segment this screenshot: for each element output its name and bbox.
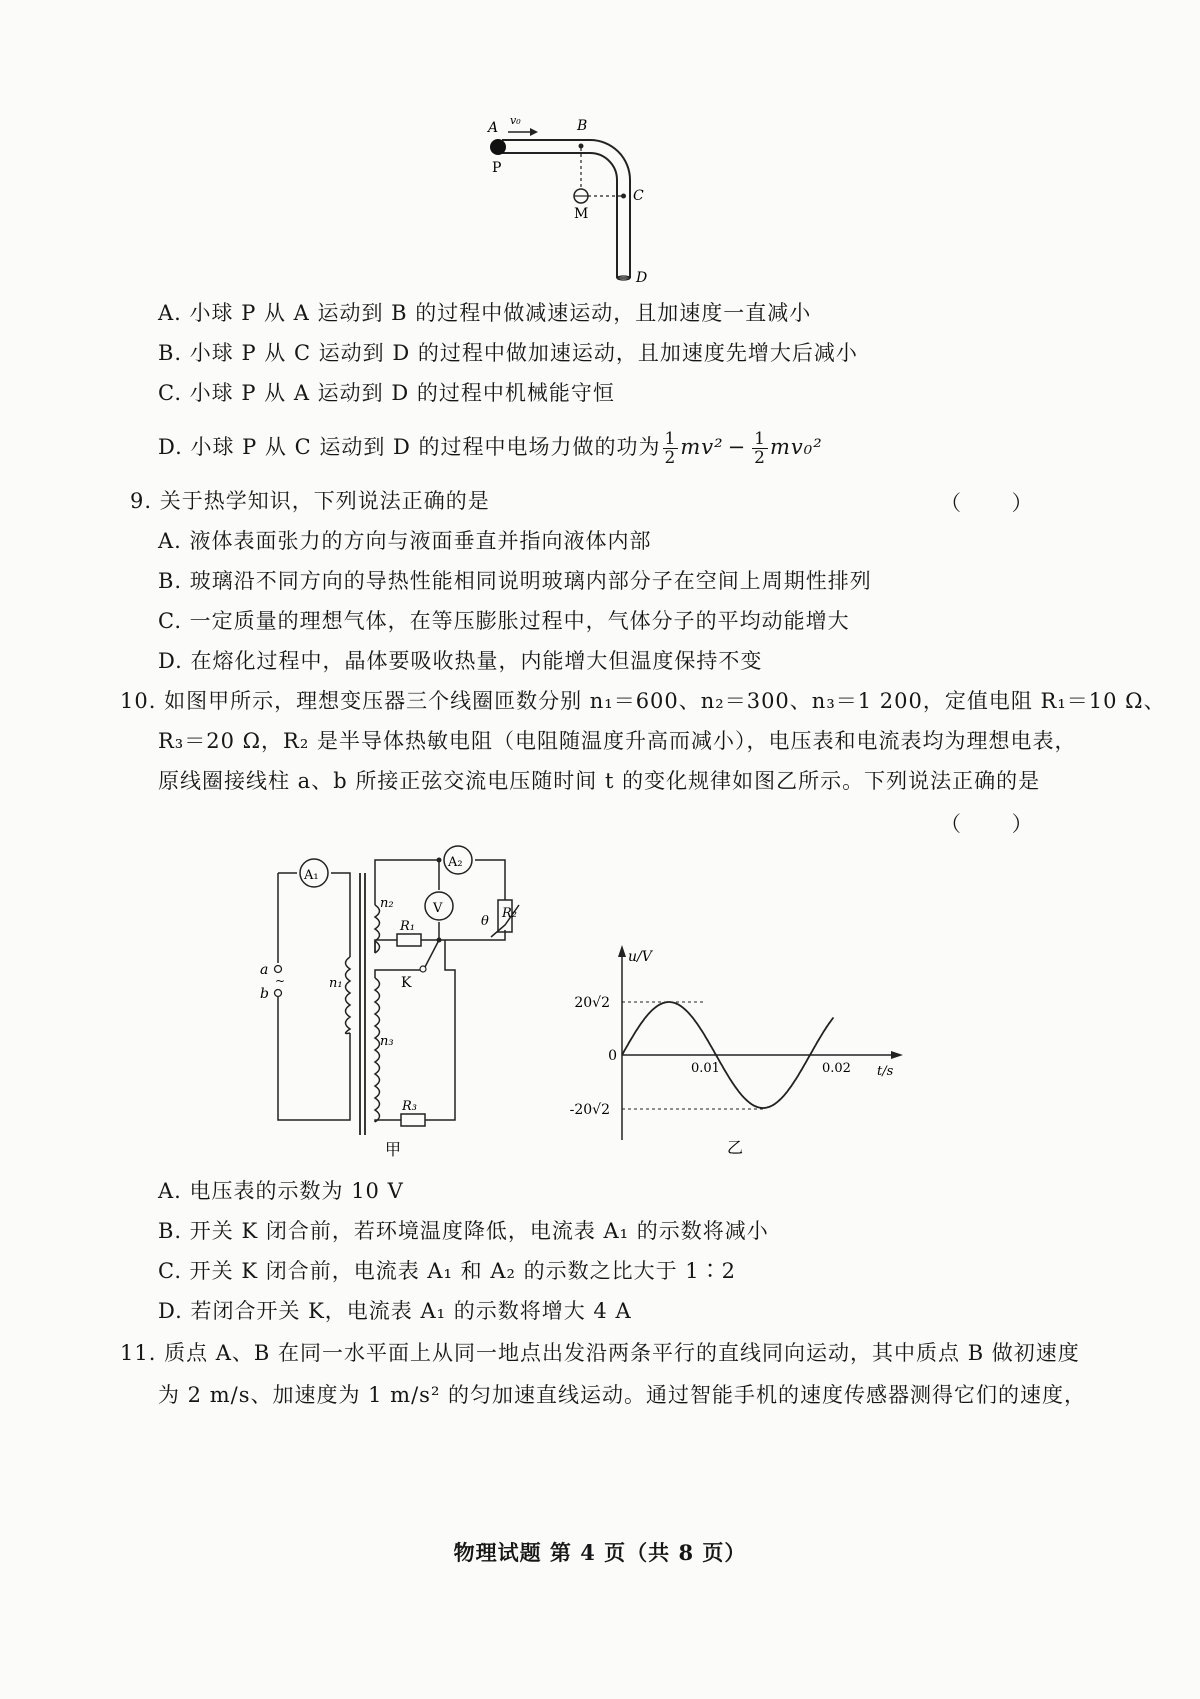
svg-text:R₂: R₂ xyxy=(502,906,517,921)
q10-option-a: A. 电压表的示数为 10 V xyxy=(158,1179,404,1203)
q9-option-c: C. 一定质量的理想气体，在等压膨胀过程中，气体分子的平均动能增大 xyxy=(158,609,850,633)
q11-line2: 为 2 m/s、加速度为 1 m/s² 的匀加速直线运动。通过智能手机的速度传感器测得它们的速度， xyxy=(158,1383,1087,1407)
label-m: M xyxy=(574,206,589,222)
q8-option-d: D. 小球 P 从 C 运动到 D 的过程中电场力做的功为 $\frac{1}{2}$ mv² − $\frac{1}{2}$ mv₀² xyxy=(158,429,823,468)
ball-p xyxy=(490,139,506,155)
svg-text:乙: 乙 xyxy=(727,1138,744,1157)
q10-option-c: C. 开关 K 闭合前，电流表 A₁ 和 A₂ 的示数之比大于 1∶2 xyxy=(158,1259,736,1283)
label-a: A xyxy=(488,120,499,136)
q10-answer-paren: （ ） xyxy=(940,812,1055,836)
svg-text:n₃: n₃ xyxy=(380,1034,394,1049)
svg-text:K: K xyxy=(401,975,412,991)
svg-text:0: 0 xyxy=(608,1048,617,1064)
q11-line1: 11. 质点 A、B 在同一水平面上从同一地点出发沿两条平行的直线同向运动，其中质点 B 做初速度 xyxy=(120,1341,1080,1365)
fraction: $\frac{1}{2}$ xyxy=(754,429,766,468)
terminal-b xyxy=(275,990,282,997)
q10-circuit-diagram xyxy=(255,845,515,1165)
q8-option-a: A. 小球 P 从 A 运动到 B 的过程中做减速运动，且加速度一直减小 xyxy=(158,301,812,325)
terminal-a xyxy=(275,966,282,973)
q9-answer-paren: （ ） xyxy=(940,491,1055,515)
q9-option-b: B. 玻璃沿不同方向的导热性能相同说明玻璃内部分子在空间上周期性排列 xyxy=(158,569,872,593)
svg-text:R₁: R₁ xyxy=(400,919,415,934)
switch-k-icon xyxy=(420,966,426,972)
q8-tube-figure xyxy=(480,110,680,290)
label-c: C xyxy=(633,188,644,204)
q9-option-d: D. 在熔化过程中，晶体要吸收热量，内能增大但温度保持不变 xyxy=(158,649,763,673)
label-v0: v₀ xyxy=(510,114,521,127)
q10-stem-line2: R₃＝20 Ω，R₂ 是半导体热敏电阻（电阻随温度升高而减小），电压表和电流表均为理想电表， xyxy=(158,729,1077,753)
page-footer: 物理试题 第 4 页（共 8 页） xyxy=(453,1540,747,1565)
svg-text:a: a xyxy=(260,962,269,978)
svg-text:0.02: 0.02 xyxy=(822,1061,851,1076)
q10-voltage-graph xyxy=(555,935,915,1157)
svg-text:u/V: u/V xyxy=(628,949,652,965)
q9-stem: 9. 关于热学知识，下列说法正确的是 xyxy=(130,489,490,513)
svg-text:0.01: 0.01 xyxy=(691,1061,720,1076)
svg-text:20√2: 20√2 xyxy=(574,995,610,1011)
svg-text:~: ~ xyxy=(275,974,286,988)
svg-text:n₁: n₁ xyxy=(329,976,343,991)
q8-option-c: C. 小球 P 从 A 运动到 D 的过程中机械能守恒 xyxy=(158,381,615,405)
label-p: P xyxy=(492,160,502,176)
q10-option-d: D. 若闭合开关 K，电流表 A₁ 的示数将增大 4 A xyxy=(158,1299,632,1323)
q9-option-a: A. 液体表面张力的方向与液面垂直并指向液体内部 xyxy=(158,529,652,553)
svg-text:V: V xyxy=(433,901,443,916)
svg-text:n₂: n₂ xyxy=(380,896,394,911)
svg-text:甲: 甲 xyxy=(385,1140,402,1159)
q8-option-d-prefix: D. 小球 P 从 C 运动到 D 的过程中电场力做的功为 xyxy=(158,435,661,459)
svg-text:A₁: A₁ xyxy=(304,868,319,883)
q8-option-b: B. 小球 P 从 C 运动到 D 的过程中做加速运动，且加速度先增大后减小 xyxy=(158,341,858,365)
svg-text:A₂: A₂ xyxy=(448,855,463,870)
svg-text:-20√2: -20√2 xyxy=(569,1102,610,1118)
label-d: D xyxy=(636,270,648,286)
q10-option-b: B. 开关 K 闭合前，若环境温度降低，电流表 A₁ 的示数将减小 xyxy=(158,1219,769,1243)
svg-text:R₃: R₃ xyxy=(402,1099,417,1114)
fraction: $\frac{1}{2}$ xyxy=(664,429,677,468)
svg-text:t/s: t/s xyxy=(877,1064,894,1079)
svg-text:θ: θ xyxy=(481,914,489,929)
q10-stem-line1: 10. 如图甲所示，理想变压器三个线圈匝数分别 n₁＝600、n₂＝300、n₃＝1 200，定值电阻 R₁＝10 Ω、 xyxy=(120,689,1166,713)
svg-text:b: b xyxy=(260,986,269,1002)
label-b: B xyxy=(577,118,588,134)
q10-stem-line3: 原线圈接线柱 a、b 所接正弦交流电压随时间 t 的变化规律如图乙所示。下列说法正确的是 xyxy=(158,769,1041,793)
